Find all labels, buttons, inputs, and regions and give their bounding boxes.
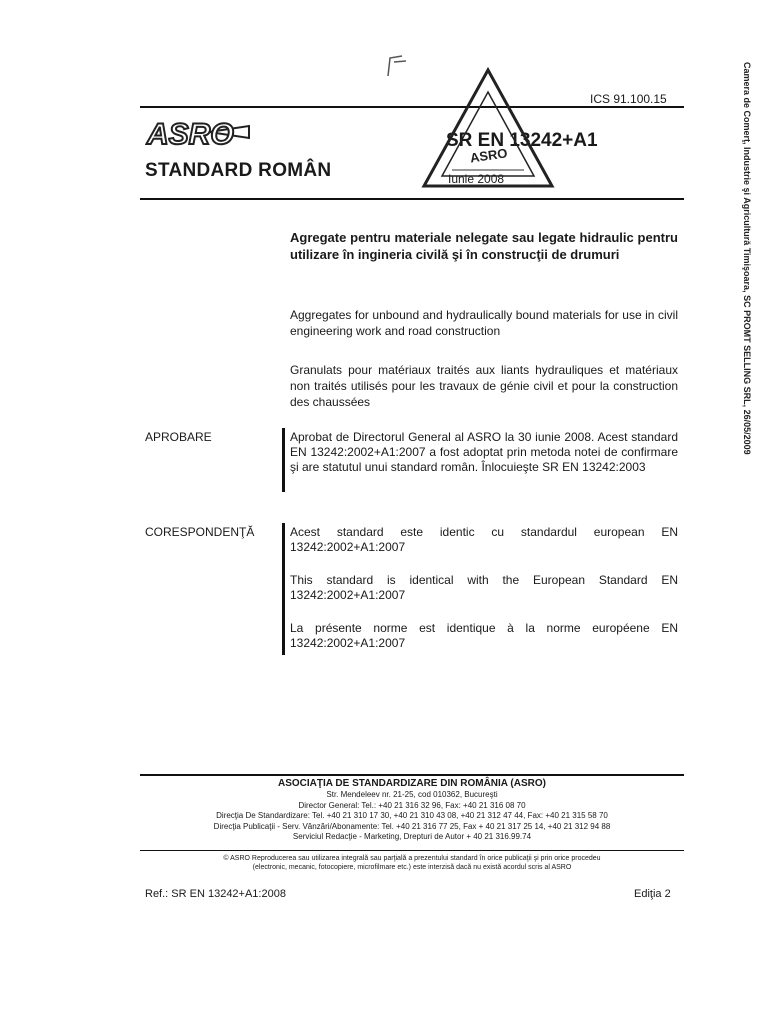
- title-romanian: Agregate pentru materiale nelegate sau legate hidraulic pentru utilizare în ingineria civilă şi în construcţii de drumuri: [290, 230, 678, 262]
- footer-director: Director General: Tel.: +40 21 316 32 96, Fax: +40 21 316 08 70: [298, 800, 526, 810]
- approval-bar: [282, 428, 285, 492]
- footer-publications-dept: Direcţia Publicaţii - Serv. Vânzări/Abonamente: Tel. +40 21 316 77 25, Fax + 40 21 317 25 14, +40 21 312 94 88: [213, 821, 611, 831]
- svg-text:ASRO: ASRO: [147, 118, 234, 151]
- footer-top-rule: [140, 774, 684, 776]
- copyright-notice: [140, 854, 684, 872]
- footer-contact-block: [140, 778, 684, 843]
- approval-text: Aprobat de Directorul General al ASRO la 30 iunie 2008. Acest standard EN 13242:2002+A1:2007 a fost adoptat prin metoda notei de confirmare şi are statutul unui standard român. Înlocuieşte SR EN 13242:2003: [290, 430, 678, 474]
- header-top-rule: [140, 106, 684, 108]
- approval-label: APROBARE: [145, 430, 212, 444]
- copyright-line-2: (electronic, mecanic, fotocopiere, microfilmare etc.) este interzisă dacă nu există acordul scris al ASRO: [252, 864, 572, 871]
- standard-date: Iunie 2008: [448, 172, 505, 186]
- footer-address: Str. Mendeleev nr. 21-25, cod 010362, Bucureşti: [326, 790, 498, 799]
- correspondence-fr: La présente norme est identique à la norme européene EN 13242:2002+A1:2007: [290, 621, 678, 650]
- asro-logo: [145, 112, 255, 152]
- copyright-line-1: © ASRO Reproducerea sau utilizarea integrală sau parţială a prezentului standard în orice publicaţii şi prin orice procedeu: [223, 855, 601, 862]
- footer-organization: ASOCIAŢIA DE STANDARDIZARE DIN ROMÂNIA (ASRO): [278, 778, 546, 789]
- svg-text:ASRO: ASRO: [469, 145, 509, 166]
- standard-code: SR EN 13242+A1: [446, 130, 598, 151]
- header-bottom-rule: [140, 198, 684, 200]
- correspondence-label: CORESPONDENŢĂ: [145, 525, 255, 539]
- ink-scribble: [382, 52, 422, 82]
- edition-number: Ediţia 2: [634, 888, 671, 900]
- correspondence-ro: Acest standard este identic cu standardul european EN 13242:2002+A1:2007: [290, 525, 678, 554]
- title-french: Granulats pour matériaux traités aux liants hydrauliques et matériaux non traités utilisés pour les travaux de génie civil et pour la construction des chaussées: [290, 363, 678, 409]
- correspondence-bar: [282, 523, 285, 655]
- correspondence-en: This standard is identical with the European Standard EN 13242:2002+A1:2007: [290, 573, 678, 602]
- title-english: Aggregates for unbound and hydraulically bound materials for use in civil engineering work and road construction: [290, 308, 678, 338]
- footer-bottom-rule: [140, 850, 684, 851]
- standard-type-title: STANDARD ROMÂN: [145, 160, 332, 181]
- footer-editorial-service: Serviciul Redacţie - Marketing, Drepturi de Autor + 40 21 316.99.74: [292, 832, 532, 841]
- side-margin-note: Camera de Comerţ, Industrie şi Agricultură Timişoara, SC PROMT SELLING SRL, 26/05/2009: [742, 62, 752, 455]
- ics-code: ICS 91.100.15: [590, 92, 667, 106]
- certification-stamp: [418, 66, 558, 192]
- footer-standardization-dept: Direcţia De Standardizare: Tel. +40 21 310 17 30, +40 21 310 43 08, +40 21 312 47 44, Fax: +40 21 315 58 70: [216, 811, 608, 820]
- reference-code: Ref.: SR EN 13242+A1:2008: [145, 888, 286, 900]
